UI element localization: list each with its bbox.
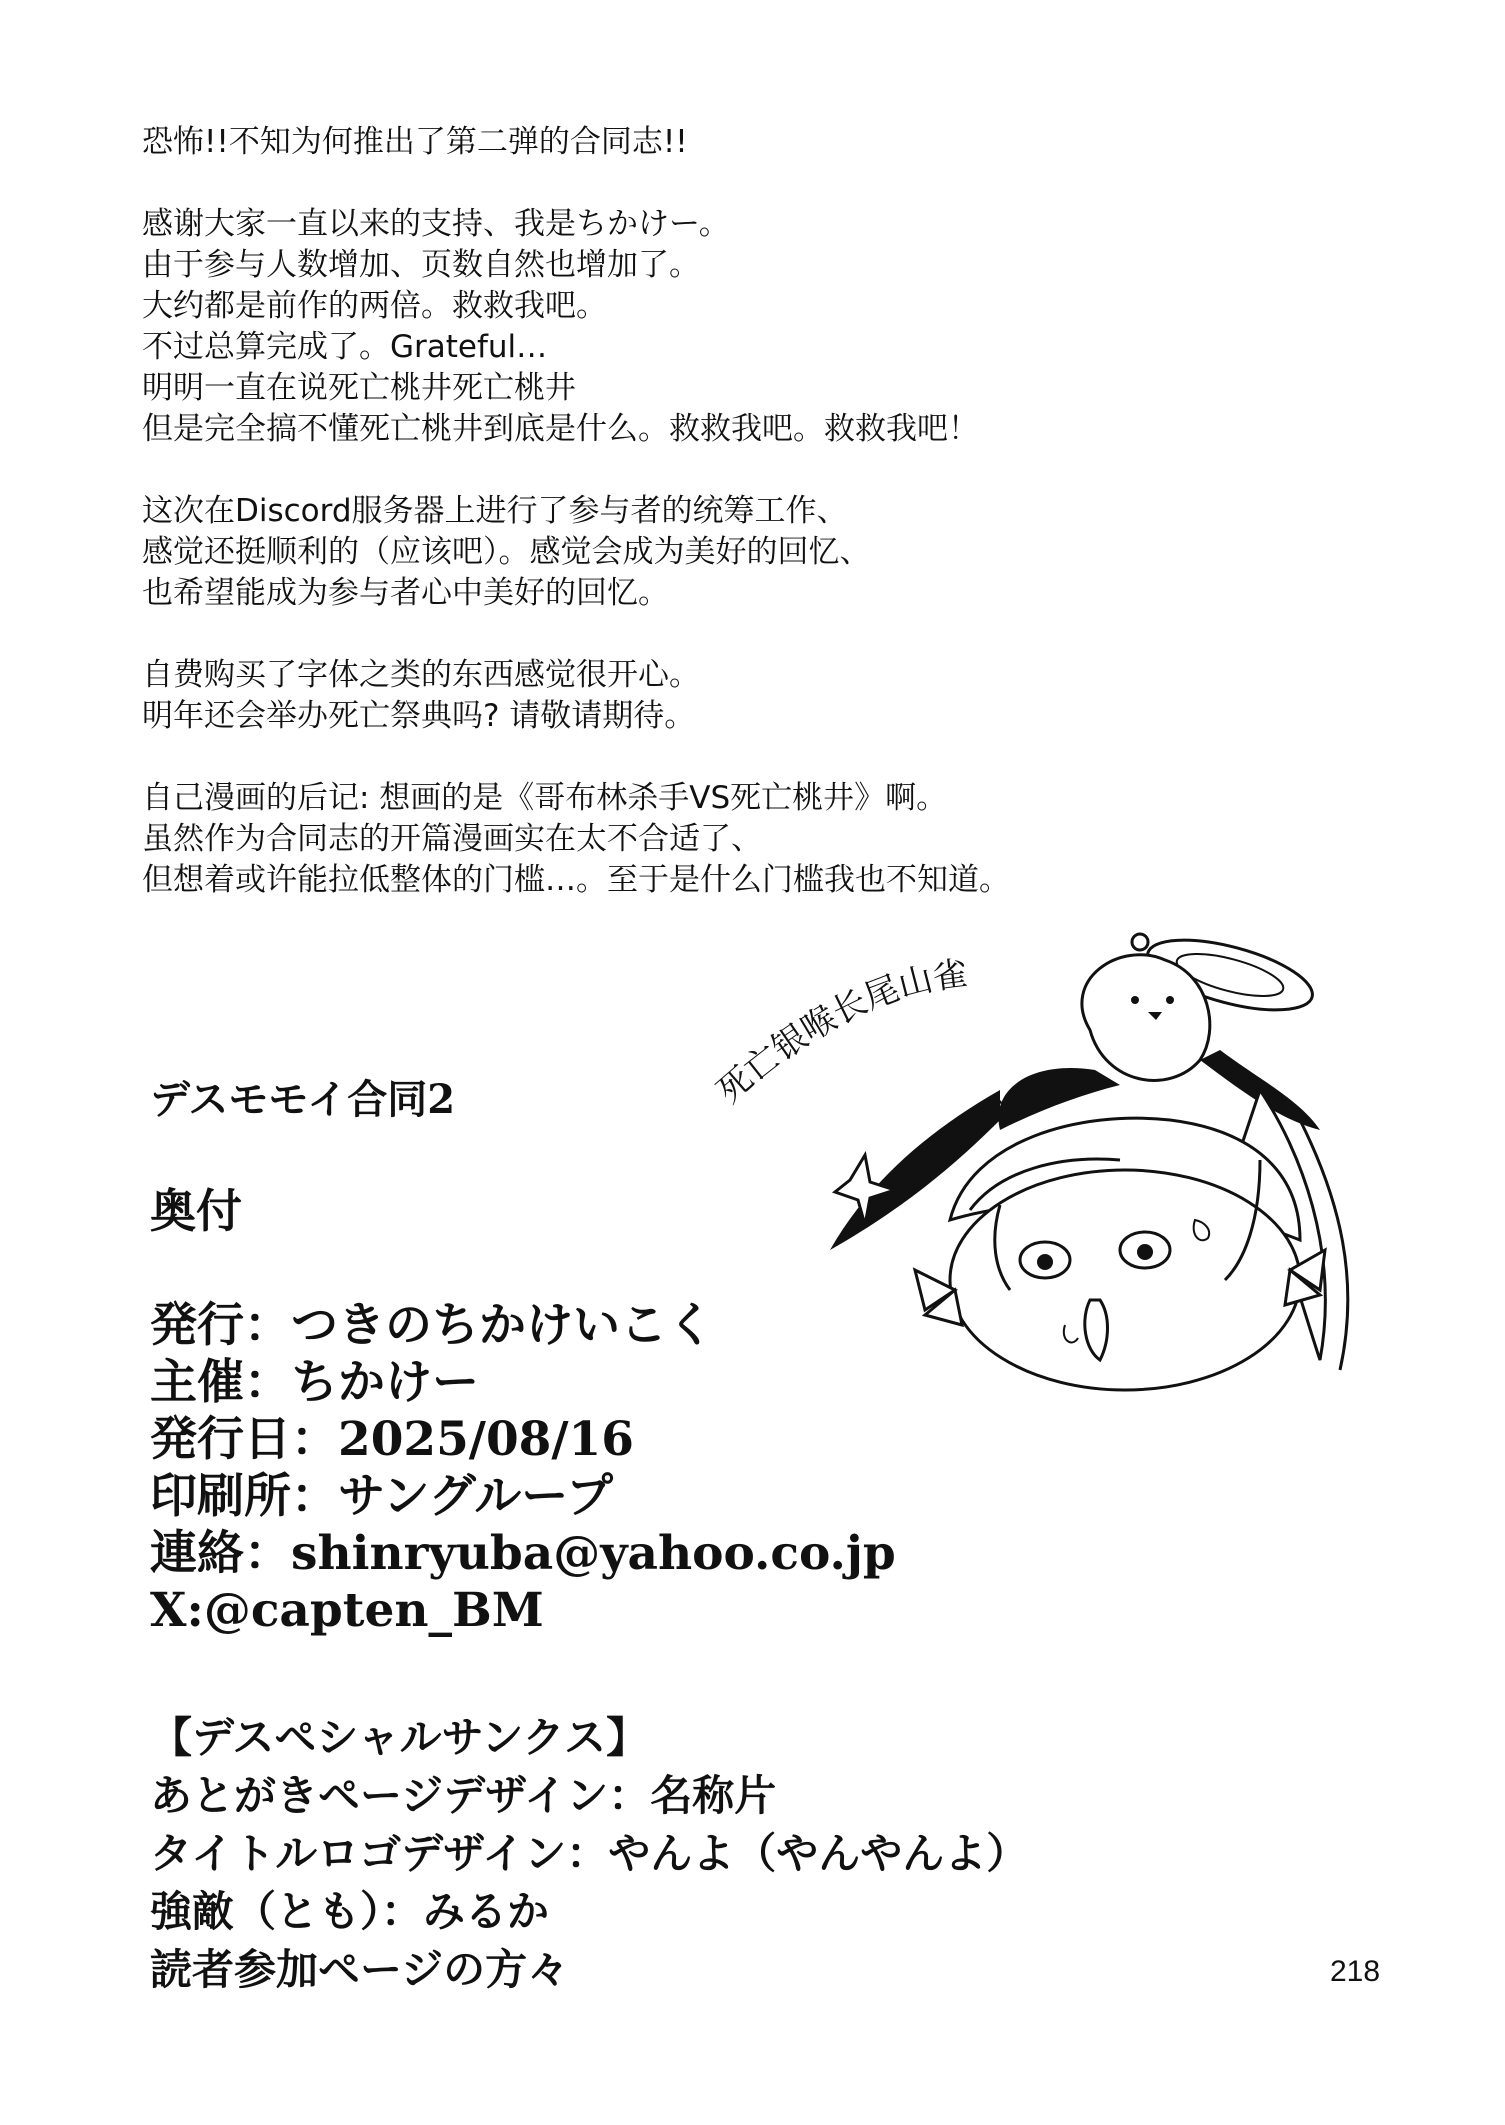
info-contact: 連絡：shinryuba@yahoo.co.jp — [150, 1526, 896, 1581]
info-publisher: 発行：つきのちかけいこく — [150, 1298, 714, 1353]
afterword-line: 虽然作为合同志的开篇漫画实在太不合适了、 — [142, 821, 762, 857]
illustration-caption: 死亡银喉长尾山雀 — [709, 953, 970, 1112]
afterword-paragraph-1 — [142, 122, 1102, 163]
thanks-item: あとがきページデザイン：名称片 — [150, 1771, 777, 1820]
afterword-line: 但想着或许能拉低整体的门槛…。至于是什么门槛我也不知道。 — [142, 862, 1010, 898]
info-organizer: 主催：ちかけー — [150, 1355, 479, 1410]
afterword-line: 感谢大家一直以来的支持、我是ちかけー。 — [142, 206, 730, 242]
thanks-item: 読者参加ページの方々 — [150, 1945, 570, 1994]
afterword-line: 自己漫画的后记: 想画的是《哥布林杀手VS死亡桃井》啊。 — [142, 780, 948, 816]
page-number: 218 — [1330, 1955, 1381, 1988]
afterword-paragraph-5 — [142, 778, 1102, 901]
afterword-line: 不过总算完成了。Grateful… — [142, 329, 548, 365]
thanks-item: タイトルロゴデザイン：やんよ（やんやんよ） — [150, 1829, 1029, 1878]
info-publish-date: 発行日：2025/08/16 — [150, 1412, 634, 1467]
publication-info — [150, 1297, 1050, 1639]
colophon — [150, 1075, 1050, 1999]
book-title: デスモモイ合同2 — [150, 1076, 456, 1123]
afterword-paragraph-3 — [142, 491, 1102, 614]
thanks-item: 強敵（とも）：みるか — [150, 1887, 550, 1936]
afterword-line: 大约都是前作的两倍。救救我吧。 — [142, 288, 607, 324]
afterword-line: 明明一直在说死亡桃井死亡桃井 — [142, 370, 576, 406]
afterword-text — [142, 122, 1102, 942]
afterword-paragraph-2 — [142, 204, 1102, 450]
colophon-heading: 奥付 — [150, 1184, 242, 1238]
afterword-line: 感觉还挺顺利的（应该吧）。感觉会成为美好的回忆、 — [142, 534, 871, 570]
afterword-line: 恐怖!!不知为何推出了第二弹的合同志!! — [142, 124, 688, 160]
afterword-line: 自费购买了字体之类的东西感觉很开心。 — [142, 657, 700, 693]
thanks-heading: 【デスペシャルサンクス】 — [150, 1713, 649, 1762]
afterword-line: 也希望能成为参与者心中美好的回忆。 — [142, 575, 669, 611]
info-printer: 印刷所：サングループ — [150, 1469, 613, 1524]
afterword-line: 明年还会举办死亡祭典吗? 请敬请期待。 — [142, 698, 696, 734]
special-thanks — [150, 1709, 1050, 1999]
info-x-account: X:@capten_BM — [150, 1583, 544, 1638]
afterword-line: 由于参与人数增加、页数自然也增加了。 — [142, 247, 700, 283]
afterword-line: 这次在Discord服务器上进行了参与者的统筹工作、 — [142, 493, 848, 529]
afterword-paragraph-4 — [142, 655, 1102, 737]
afterword-line: 但是完全搞不懂死亡桃井到底是什么。救救我吧。救救我吧！ — [142, 411, 979, 447]
